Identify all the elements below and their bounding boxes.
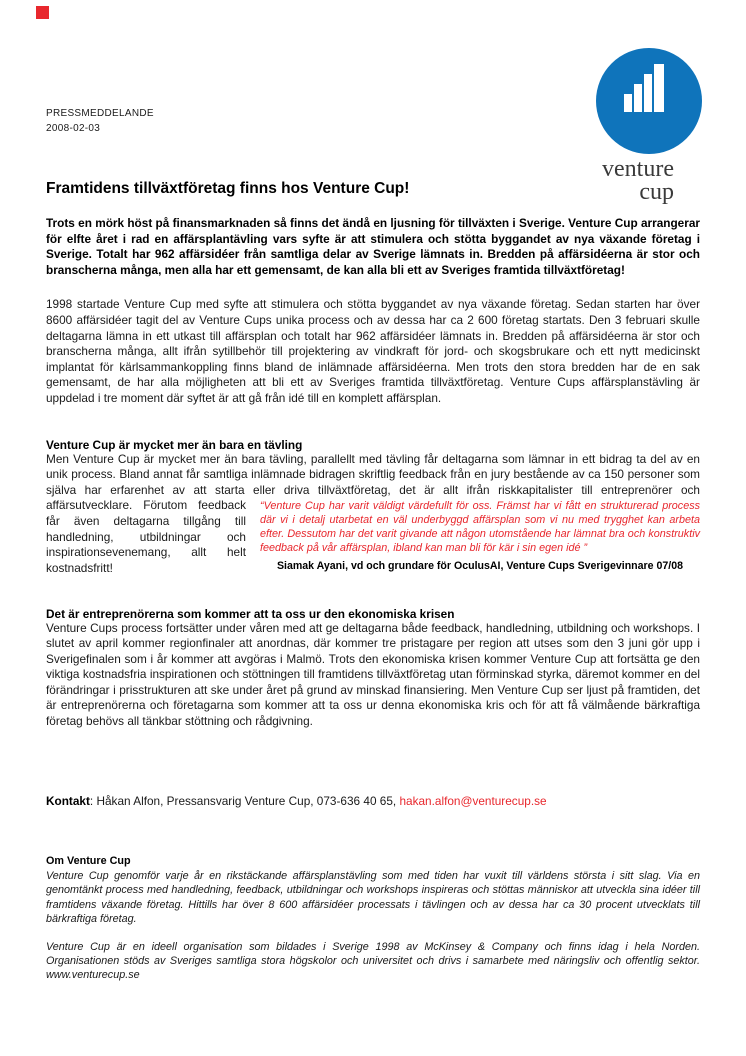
section1-paragraph-end: det är allt ifrån riskkapitalister till entreprenörer och affärsutvecklare. Förutom feedback får även deltagarna tillgång till handledning, utbildningar och inspirationsevenemang, allt helt kostnadsfritt! [46, 482, 700, 575]
venture-cup-wordmark [590, 158, 702, 204]
pull-quote-attribution: Siamak Ayani, vd och grundare för OculusAI, Venture Cups Sverigevinnare 07/08 [276, 559, 684, 572]
page-title: Framtidens tillväxtföretag finns hos Venture Cup! [46, 180, 410, 197]
section1-paragraph-start: Men Venture Cup är mycket mer än bara tävling, parallellt med tävling får deltagarna som lämnar in ett bidrag ta del av en unik process. Bland annat får samtliga inlämnade bidragen skriftlig feedback från en jury bestående av ca 150 personer som själva har erfarenhet av att starta eller driva tillväxtföretag, [46, 451, 700, 497]
wordmark-line2: cup [639, 179, 674, 205]
contact-text: : Håkan Alfon, Pressansvarig Venture Cup, 073-636 40 65, [89, 793, 400, 808]
section2-heading: Det är entreprenörerna som kommer att ta oss ur den ekonomiska krisen [46, 606, 455, 621]
intro-paragraph: Trots en mörk höst på finansmarknaden så finns det ändå en ljusning för tillväxten i Sverige. Venture Cup arrangerar för elfte året i rad en affärsplantävling vars syfte är att stimulera och stötta byggandet av nya växande företag i Sverige. Totalt har 962 affärsidéer från samtliga delar av Sverige lämnats in. Bredden på affärsidéerna är stor och branscherna många, men alla har ett gemensamt, de kan alla bli ett av Sveriges framtida tillväxtföretag! [46, 216, 700, 277]
kicker: PRESSMEDDELANDE [46, 108, 154, 119]
wordmark-line1: venture [602, 156, 674, 182]
about-paragraph-1: Venture Cup genomför varje år en rikstäckande affärsplanstävling som med tiden har vuxit till världens största i sitt slag. Via en genomtänkt process med handledning, feedback, utbildningar och workshops inspireras och stöttas människor att utveckla sina idéer till framtidens växande företag. Hittills har över 8 600 affärsidéer processats i tävlingen och av dessa har ca 30 procent utvecklats till bärkraftiga företag. [46, 870, 700, 925]
about-section [46, 855, 700, 982]
pull-quote [260, 500, 700, 572]
contact-label: Kontakt [46, 793, 90, 808]
page-content [0, 180, 746, 983]
contact-email-link[interactable]: hakan.alfon@venturecup.se [399, 793, 547, 808]
date: 2008-02-03 [46, 123, 101, 134]
section1-heading: Venture Cup är mycket mer än bara en tävling [46, 437, 303, 452]
section2-paragraph: Venture Cups process fortsätter under våren med att ge deltagarna både feedback, handledning, utbildning och workshops. I slutet av april kommer regionfinaler att anordnas, där kommer tre pristagare per region att utses som den 3 juni gör upp i Sverigefinalen som i år kommer att avgöras i Malmö. Trots den ekonomiska krisen kommer Venture Cup att fortsätta ge den viktiga kostnadsfria inspirationen och stöttningen till framtidens tillväxtföretag utan förminskad styrka, däremot kommer en del förändringar i prisstrukturen att ske under året på grund av minskad finansiering. Men Venture Cup ser ljust på framtiden, det är entreprenörerna och företagarna som kommer att ta oss ur denna ekonomiska kris och för att få välmående bärkraftiga företag behövs all tänkbar stöttning och rådgivning. [46, 620, 700, 729]
contact-line [46, 794, 700, 810]
venture-cup-logo-mark [596, 48, 702, 154]
background-paragraph: 1998 startade Venture Cup med syfte att stimulera och stötta byggandet av nya växande företag. Sedan starten har över 8600 affärsidéer tagit del av Venture Cups unika process och av dessa har ca 2 600 företag startats. Den 3 februari skulle deltagarna lämna in ett utkast till affärsplan och totalt har 962 affärsidéer lämnats in. Bredden på affärsidéerna är stor och branscherna många, allt ifrån sytillbehör till projektering av vindkraft för jord- och skogsbrukare och ett nytt medicinskt implantat för kärlsammankoppling finns bland de inlämnade affärsidéerna. Men trots den stora bredden har de en sak gemensamt, de har alla möjligheten att bli ett av Sveriges framtida tillväxtföretag. Venture Cups affärsplanstävling är uppdelad i tre moment där syftet är att gå från idé till en komplett affärsplan. [46, 297, 700, 405]
pull-quote-text: “Venture Cup har varit väldigt värdefullt för oss. Främst har vi fått en strukturerad process där vi i detalj utarbetat en väl underbyggd affärsplan som vi nu med trygghet kan arbeta efter. Dessutom har det varit givande att någon utomstående har lämnat bra och konstruktiv feedback på vår affärsplan, ibland kan man bli för kär i sin egen idé ” [260, 500, 700, 554]
press-block [46, 106, 154, 136]
section1-paragraph [46, 452, 700, 577]
about-paragraph-2-text: Venture Cup är en ideell organisation som bildades i Sverige 1998 av McKinsey & Company och finns idag i hela Norden. Organisationen stöds av Sveriges samtliga stora högskolor och universitet och drivs i samarbete med näringsliv och offentlig sektor. [46, 941, 700, 968]
venture-cup-logo [590, 48, 702, 204]
website-link[interactable]: www.venturecup.se [46, 969, 140, 982]
about-paragraph-2 [46, 940, 700, 983]
about-heading: Om Venture Cup [46, 855, 131, 868]
